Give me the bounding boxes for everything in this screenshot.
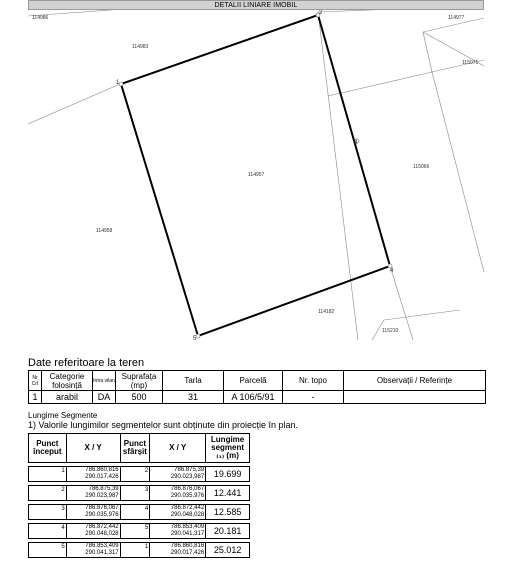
cell-length: 12.441	[206, 486, 250, 501]
map-drawing	[28, 10, 484, 340]
cell-parcela: A 106/5/91	[224, 391, 283, 404]
vertex-marker	[196, 334, 200, 338]
parcel-label: 114182	[318, 309, 335, 315]
segment-row	[29, 486, 250, 501]
header-parcela: Parcelă	[224, 371, 283, 391]
cell-start-xy: 786.860,816 290.017,426	[66, 467, 120, 482]
header-punct-sfarsit: Punct sfârșit	[120, 434, 150, 463]
cell-end: 2	[120, 467, 150, 482]
teren-table	[28, 370, 486, 404]
cell-start-xy: 786.872,442 290.048,028	[66, 524, 120, 539]
page-header: DETALII LINIARE IMOBIL	[28, 0, 484, 10]
cell-start-xy: 786.876,067 290.035,976	[66, 505, 120, 520]
cell-end: 1	[120, 543, 150, 558]
cell-end-xy: 786.876,067 290.035,976	[150, 486, 206, 501]
cell-start: 2	[29, 486, 67, 501]
teren-header-row	[29, 371, 486, 391]
parcel-label-main: 114957	[248, 172, 265, 178]
teren-row	[29, 391, 486, 404]
cell-end: 5	[120, 524, 150, 539]
header-lungime: Lungime segment ₍₁₎ (m)	[206, 434, 250, 463]
vertex-label: 3	[354, 140, 358, 146]
cell-start: 4	[29, 524, 67, 539]
vertex-label: 1	[116, 80, 120, 86]
segment-header-row	[29, 434, 250, 463]
cell-end: 3	[120, 486, 150, 501]
segment-table	[28, 433, 250, 558]
cell-end-xy: 786.875,39 290.023,987	[150, 467, 206, 482]
header-intravilan: Intra vilan	[93, 371, 116, 391]
parcel-label: 114958	[96, 228, 113, 234]
header-nr-topo: Nr. topo	[283, 371, 344, 391]
header-xy-start: X / Y	[66, 434, 120, 463]
cell-start-xy: 786.875,39 290.023,987	[66, 486, 120, 501]
cell-end-xy: 786.860,816 290.017,426	[150, 543, 206, 558]
cell-suprafata: 500	[116, 391, 163, 404]
vertex-label: 4	[390, 268, 394, 274]
cell-length: 25.012	[206, 543, 250, 558]
header-nr: Nr Crt	[29, 371, 42, 391]
header-xy-end: X / Y	[150, 434, 206, 463]
parcel-label: 115066	[413, 164, 430, 170]
cell-length: 20.181	[206, 524, 250, 539]
segment-row	[29, 505, 250, 520]
cadastral-map	[28, 10, 484, 340]
lungime-note: 1) Valorile lungimilor segmentelor sunt obținute din proiecție în plan.	[28, 420, 298, 430]
vertex-marker	[119, 82, 123, 86]
parcel-label: 114983	[132, 44, 149, 50]
header-observatii: Observații / Referințe	[344, 371, 486, 391]
cell-length: 12.585	[206, 505, 250, 520]
header-punct-inceput: Punct început	[29, 434, 67, 463]
segment-row	[29, 524, 250, 539]
cell-categorie: arabil	[42, 391, 93, 404]
vertex-label: 5	[193, 336, 197, 340]
cell-length: 19.699	[206, 467, 250, 482]
parcel-label: 114977	[448, 15, 465, 21]
parcel-label: 114986	[32, 15, 49, 21]
cell-start-xy: 786.853,409 290.041,317	[66, 543, 120, 558]
header-categorie: Categorie folosință	[42, 371, 93, 391]
cell-nr-topo: -	[283, 391, 344, 404]
segment-row	[29, 467, 250, 482]
teren-section-title: Date referitoare la teren	[28, 357, 145, 369]
header-tarla: Tarla	[163, 371, 224, 391]
cell-end-xy: 786.853,409 290.041,317	[150, 524, 206, 539]
cell-end: 4	[120, 505, 150, 520]
cell-start: 3	[29, 505, 67, 520]
cell-start: 1	[29, 467, 67, 482]
cell-intravilan: DA	[93, 391, 116, 404]
cell-start: 5	[29, 543, 67, 558]
segment-row	[29, 543, 250, 558]
cell-end-xy: 786.872,442 290.048,028	[150, 505, 206, 520]
parcel-label: 115071	[462, 60, 479, 66]
cell-nr: 1	[29, 391, 42, 404]
header-suprafata: Suprafața (mp)	[116, 371, 163, 391]
cell-observatii	[344, 391, 486, 404]
lungime-title: Lungime Segmente	[28, 411, 98, 420]
parcel-label: 115210	[382, 328, 399, 334]
cell-tarla: 31	[163, 391, 224, 404]
vertex-label: 2	[319, 10, 323, 16]
